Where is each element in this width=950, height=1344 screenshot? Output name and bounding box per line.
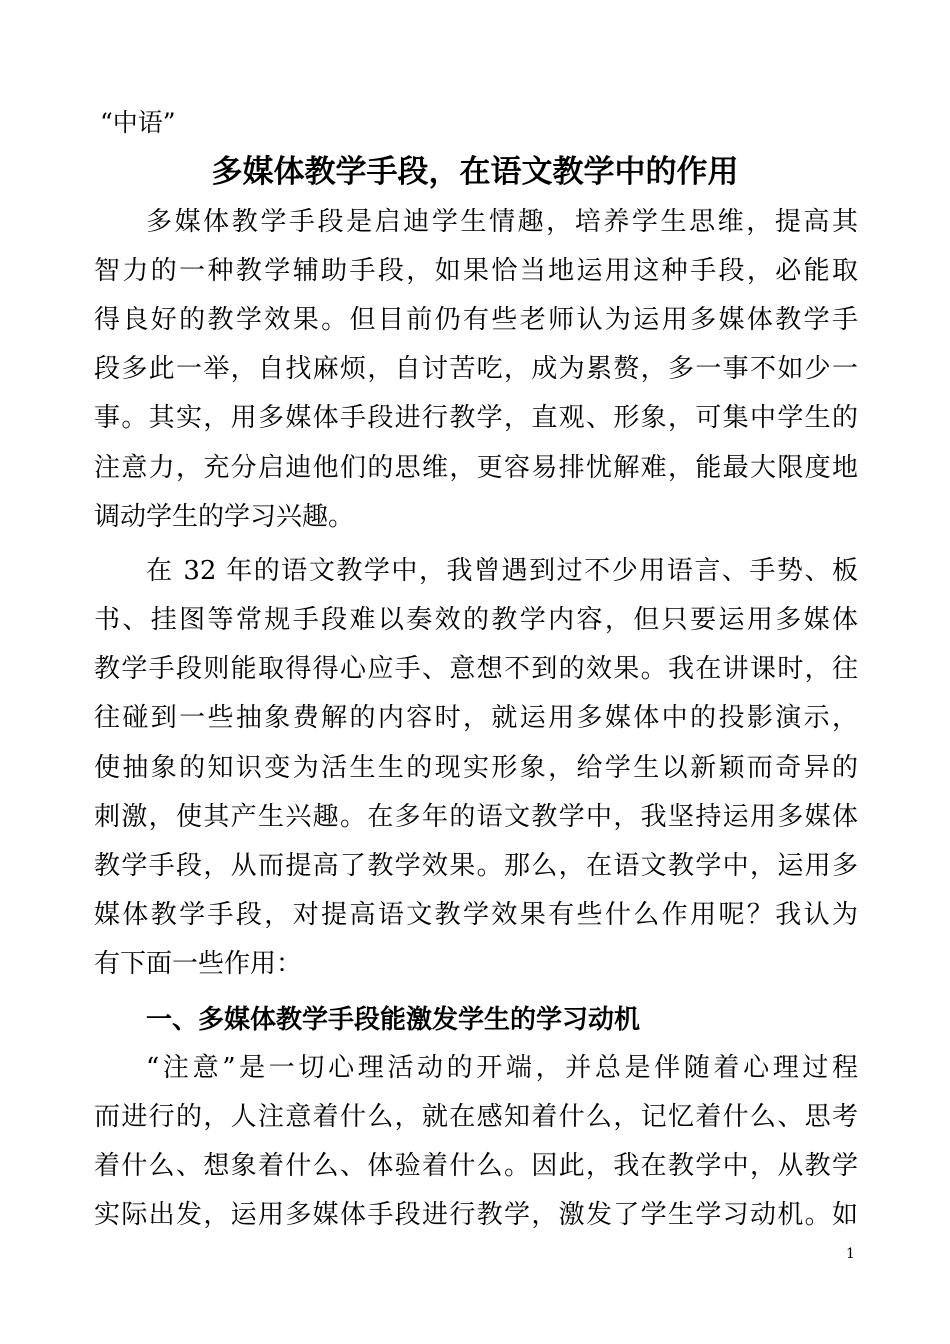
header-tag: “中语”: [100, 108, 176, 137]
paragraph-line: 往碰到一些抽象费解的内容时，就运用多媒体中的投影演示，: [94, 703, 858, 733]
paragraph-line: 着什么、想象着什么、体验着什么。因此，我在教学中，从教学: [94, 1151, 858, 1181]
paragraph-line: 书、挂图等常规手段难以奏效的教学内容，但只要运用多媒体: [94, 605, 858, 635]
page-number: 1: [846, 1246, 855, 1262]
paragraph-line: 注意力，充分启迪他们的思维，更容易排忧解难，能最大限度地: [94, 453, 858, 483]
paragraph-line: 有下面一些作用：: [94, 949, 303, 979]
paragraph-line: 事。其实，用多媒体手段进行教学，直观、形象，可集中学生的: [94, 403, 858, 433]
paragraph-line: 媒体教学手段，对提高语文教学效果有些什么作用呢？我认为: [94, 900, 858, 930]
paragraph-line: 而进行的，人注意着什么，就在感知着什么，记忆着什么、思考: [94, 1102, 858, 1132]
document-title: 多媒体教学手段，在语文教学中的作用: [211, 154, 739, 190]
paragraph-line: 智力的一种教学辅助手段，如果恰当地运用这种手段，必能取: [94, 256, 858, 286]
paragraph-line: “注意”是一切心理活动的开端，并总是伴随着心理过程: [146, 1053, 858, 1083]
paragraph-line: 教学手段则能取得得心应手、意想不到的效果。我在讲课时，往: [94, 654, 858, 684]
paragraph-line: 使抽象的知识变为活生生的现实形象，给学生以新颖而奇异的: [94, 753, 858, 783]
paragraph-line: 实际出发，运用多媒体手段进行教学，激发了学生学习动机。如: [94, 1200, 858, 1230]
section-heading: 一、多媒体教学手段能激发学生的学习动机: [146, 1005, 641, 1035]
paragraph-line: 多媒体教学手段是启迪学生情趣，培养学生思维，提高其: [146, 207, 858, 237]
paragraph-line: 教学手段，从而提高了教学效果。那么，在语文教学中，运用多: [94, 851, 858, 881]
paragraph-line: 在 32 年的语文教学中，我曾遇到过不少用语言、手势、板: [146, 556, 858, 586]
paragraph-line: 得良好的教学效果。但目前仍有些老师认为运用多媒体教学手: [94, 305, 858, 335]
paragraph-line: 刺激，使其产生兴趣。在多年的语文教学中，我坚持运用多媒体: [94, 802, 858, 832]
paragraph-line: 调动学生的学习兴趣。: [94, 502, 355, 532]
paragraph-line: 段多此一举，自找麻烦，自讨苦吃，成为累赘，多一事不如少一: [94, 354, 858, 384]
